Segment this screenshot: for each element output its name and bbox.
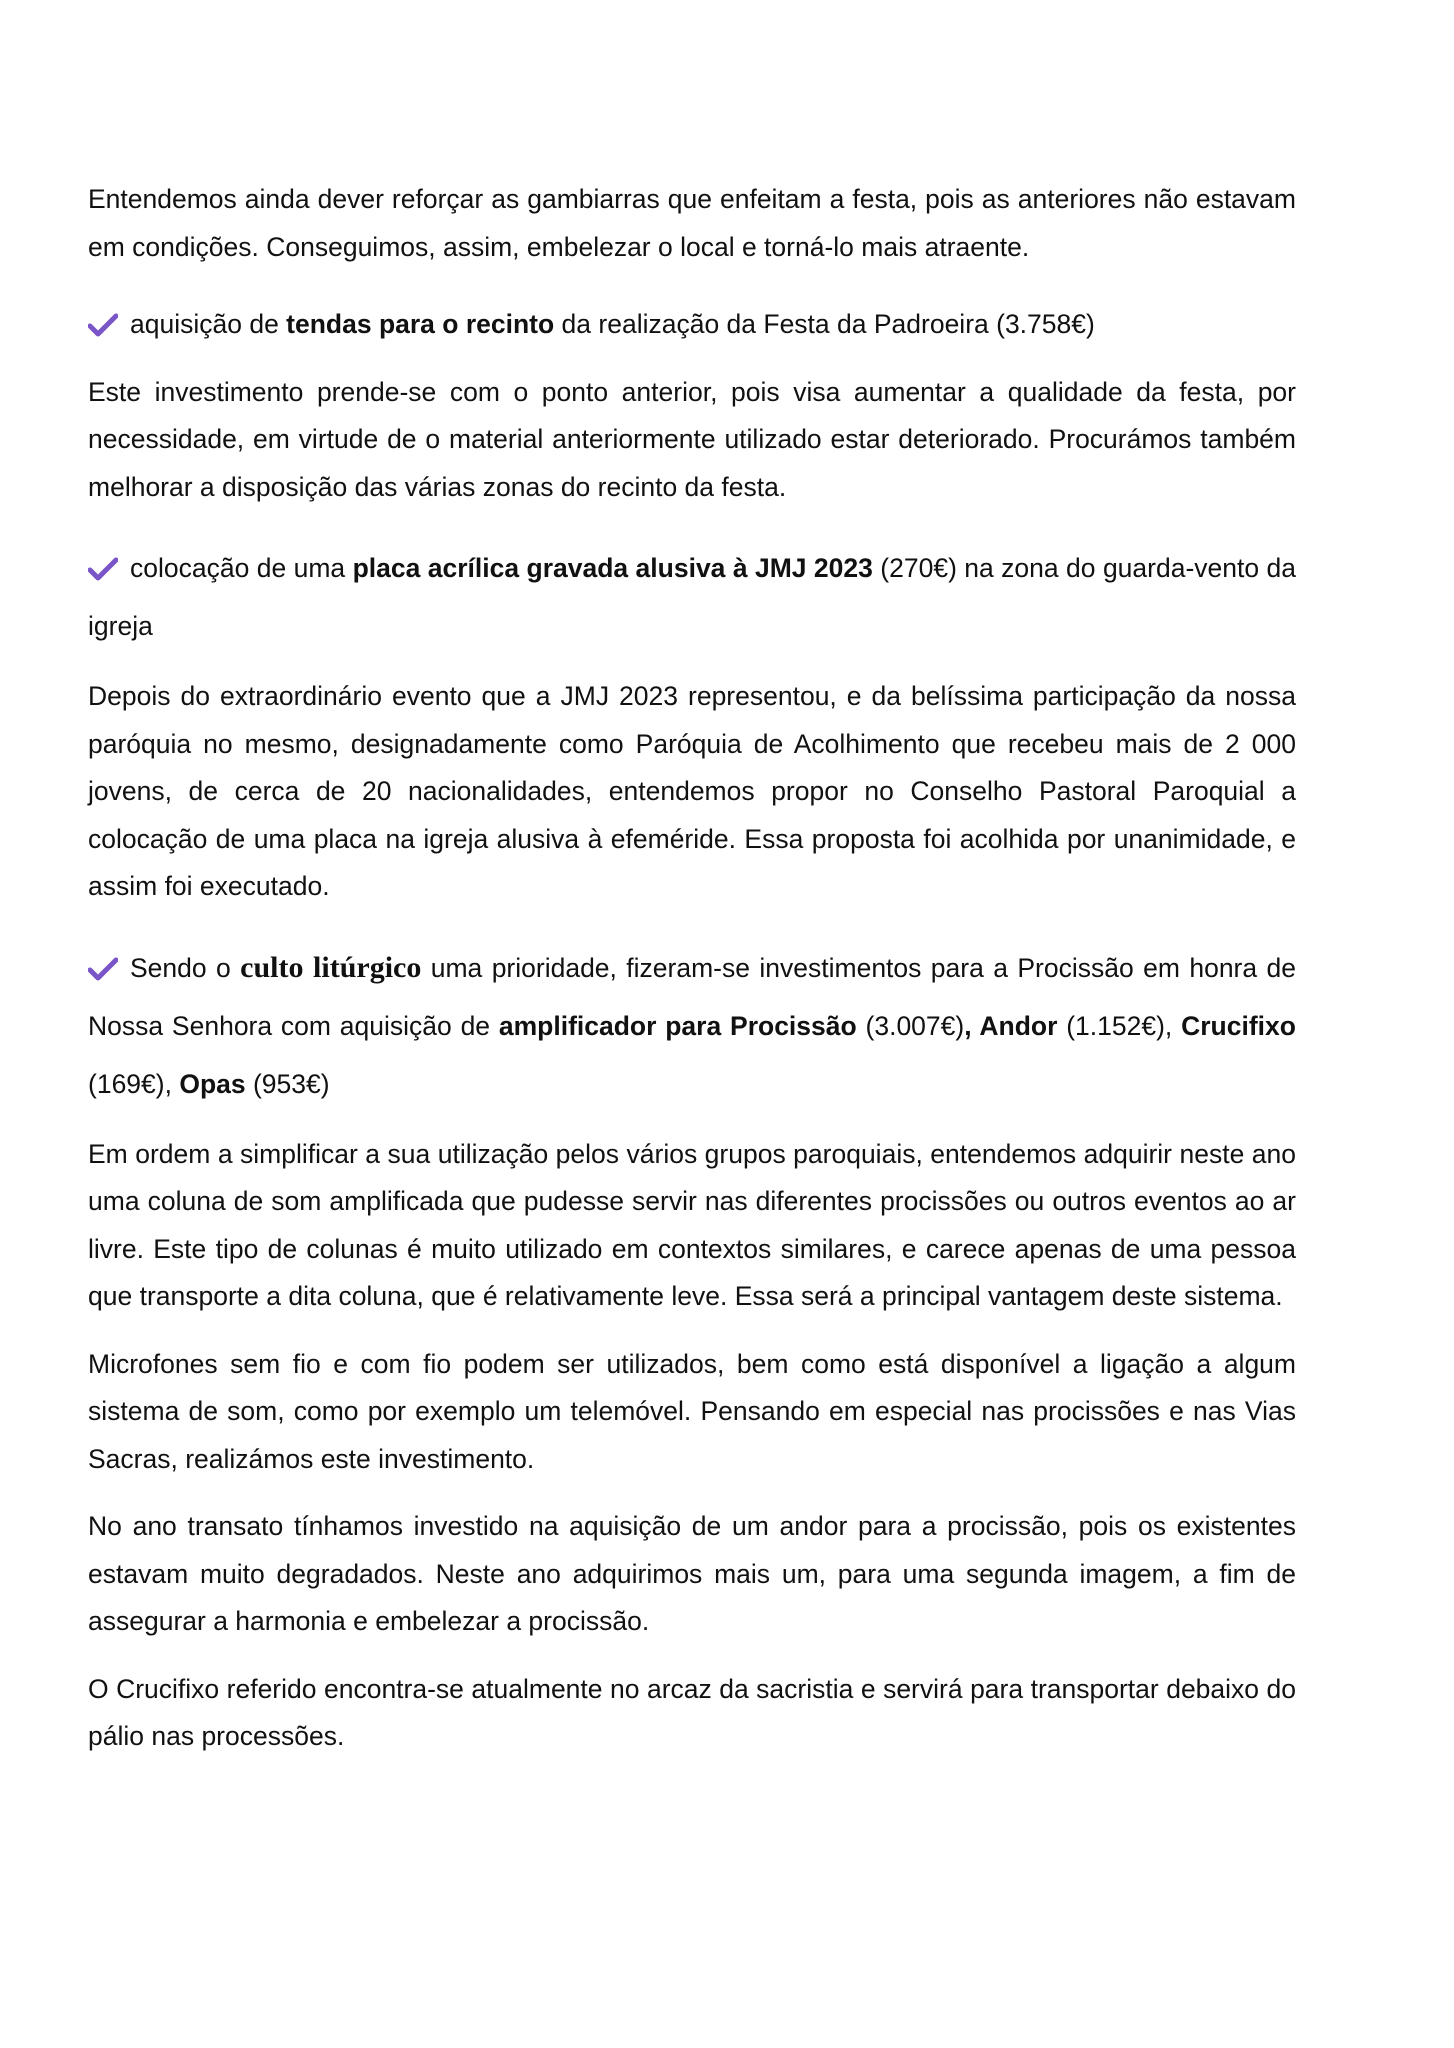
checkmark-icon: [88, 957, 118, 981]
paragraph-jmj: Depois do extraordinário evento que a JMJ 2023 representou, e da belíssima participação da nossa paróquia no mesmo, designadamente como Paróquia de Acolhimento que recebeu mais de 2 000 jovens, de cerca de 20 nacionalidades, entendemos propor no Conselho Pastoral Paroquial a colocação de uma placa na igreja alusiva à efeméride. Essa proposta foi acolhida por unanimidade, e assim foi executado.: [88, 681, 1296, 901]
paragraph-tendas: Este investimento prende-se com o ponto anterior, pois visa aumentar a qualidade da festa, por necessidade, em virtude de o material anteriormente utilizado estar deteriorado. Procurámos também melhorar a disposição das várias zonas do recinto da festa.: [88, 376, 1296, 502]
bullet-culto-price3: (169€),: [88, 1068, 180, 1099]
paragraph-coluna-som: Em ordem a simplificar a sua utilização pelos vários grupos paroquiais, entendemos adquirir neste ano uma coluna de som amplificada que pudesse servir nas diferentes procissões ou outros eventos ao ar livre. Este tipo de colunas é muito utilizado em contextos similares, e carece apenas de uma pessoa que transporte a dita coluna, que é relativamente leve. Essa será a principal vantagem deste sistema.: [88, 1138, 1296, 1311]
bullet-tendas-text-pre: aquisição de: [130, 309, 287, 339]
document-page: [88, 176, 1296, 1781]
bullet-tendas: [88, 301, 1296, 349]
paragraph-andor: No ano transato tínhamos investido na aquisição de um andor para a procissão, pois os existentes estavam muito degradados. Neste ano adquirimos mais um, para uma segunda imagem, a fim de assegurar a harmonia e embelezar a procissão.: [88, 1511, 1296, 1636]
bullet-placa-text-post: (270€) na zona do guarda-vento da igreja: [88, 553, 1296, 641]
bullet-placa: [88, 539, 1296, 655]
paragraph-gambiarras: Entendemos ainda dever reforçar as gambiarras que enfeitam a festa, pois as anteriores não estavam em condições. Conseguimos, assim, embelezar o local e torná-lo mais atraente.: [88, 184, 1296, 262]
checkmark-icon: [88, 557, 118, 581]
bullet-tendas-text-post: da realização da Festa da Padroeira (3.758€): [554, 309, 1095, 339]
bullet-culto-amplificador: amplificador para Procissão: [498, 1010, 857, 1041]
bullet-placa-text-pre: colocação de uma: [130, 553, 353, 583]
bullet-culto-mid: uma prioridade, fizeram-se investimentos para a Procissão em honra de Nossa Senhora com aquisição de: [88, 952, 1296, 1041]
bullet-culto-pre: Sendo o: [130, 952, 241, 983]
bullet-placa-text-bold: placa acrílica gravada alusiva à JMJ 2023: [352, 553, 873, 583]
bullet-culto-price1: (3.007€): [856, 1010, 965, 1041]
bullet-tendas-text-bold: tendas para o recinto: [286, 309, 555, 339]
bullet-culto-serif: culto litúrgico: [240, 950, 422, 984]
bullet-culto-price4: (953€): [245, 1068, 330, 1099]
bullet-culto: [88, 939, 1296, 1113]
paragraph-microfones: Microfones sem fio e com fio podem ser utilizados, bem como está disponível a ligação a algum sistema de som, como por exemplo um telemóvel. Pensando em especial nas procissões e nas Vias Sacras, realizámos este investimento.: [88, 1348, 1296, 1474]
bullet-culto-crucifixo: Crucifixo: [1181, 1010, 1296, 1041]
bullet-culto-andor: , Andor: [964, 1010, 1058, 1041]
bullet-culto-price2: (1.152€),: [1057, 1010, 1182, 1041]
checkmark-icon: [88, 313, 118, 337]
bullet-culto-opas: Opas: [179, 1068, 246, 1099]
paragraph-crucifixo: O Crucifixo referido encontra-se atualmente no arcaz da sacristia e servirá para transportar debaixo do pálio nas processões.: [88, 1673, 1296, 1751]
